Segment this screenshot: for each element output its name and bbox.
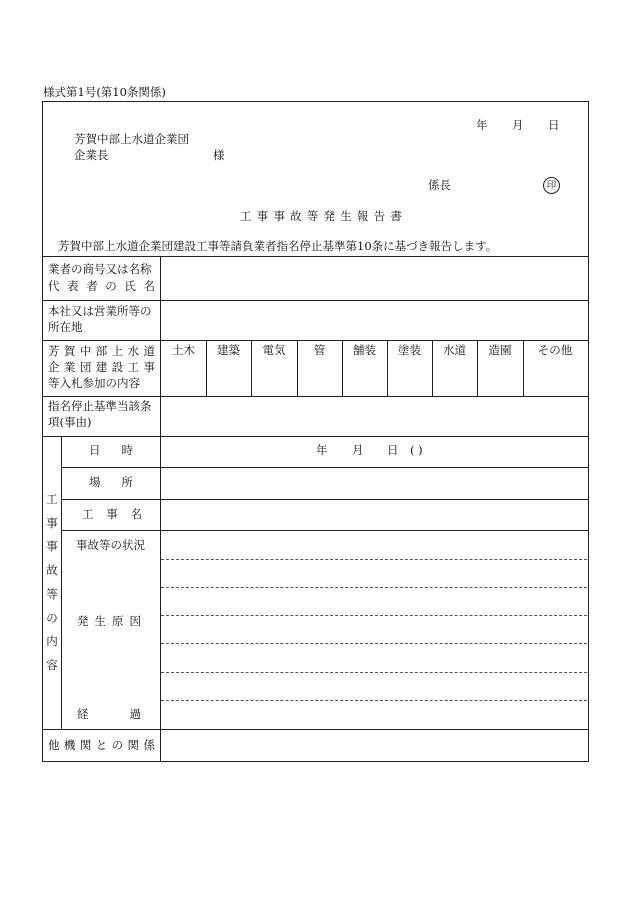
rule xyxy=(61,467,588,468)
document-title: 工事事故等発生報告書 xyxy=(240,209,407,223)
work-name-label: 工 事 名 xyxy=(82,507,142,521)
datetime-weekday: ( ) xyxy=(410,443,423,457)
datetime-month: 月 xyxy=(352,443,364,457)
office-label-1: 本社又は営業所等の xyxy=(48,304,152,318)
writing-line xyxy=(161,643,587,644)
place-label: 場 所 xyxy=(89,475,133,489)
addressee-honorific: 様 xyxy=(213,148,225,162)
incident-group-label: 工 事 事 故 等 の 内 容 xyxy=(46,492,58,672)
bid-label-3: 等入札参加の内容 xyxy=(48,376,140,390)
category-other: その他 xyxy=(537,343,573,357)
progress-label: 経 過 xyxy=(77,707,141,721)
rule xyxy=(42,256,588,257)
office-label-2: 所在地 xyxy=(48,320,83,334)
rule xyxy=(42,340,588,341)
rule xyxy=(42,300,588,301)
reporter-title: 係長 xyxy=(428,178,451,192)
form-number: 様式第1号(第10条関係) xyxy=(43,85,166,99)
situation-label: 事故等の状況 xyxy=(76,538,145,552)
date-day: 日 xyxy=(548,118,560,132)
category-electric: 電気 xyxy=(262,343,286,357)
rule xyxy=(61,530,588,531)
cause-label: 発 生 原 因 xyxy=(77,614,141,628)
datetime-year: 年 xyxy=(316,443,328,457)
other-agency-label: 他 機 関 と の 関 係 xyxy=(48,738,155,752)
category-paving: 舗装 xyxy=(353,343,376,357)
seal-mark: 印 xyxy=(543,177,560,194)
writing-line xyxy=(161,672,587,673)
date-year: 年 xyxy=(476,118,488,132)
writing-line xyxy=(161,615,587,616)
rule xyxy=(61,499,588,500)
datetime-day: 日 xyxy=(387,443,399,457)
category-building: 建築 xyxy=(217,343,240,357)
label-column-divider xyxy=(160,256,161,761)
writing-line xyxy=(161,700,587,701)
date-month: 月 xyxy=(512,118,524,132)
writing-line xyxy=(161,587,587,588)
basis-label-1: 指名停止基準当該条 xyxy=(48,399,152,413)
addressee-org: 芳賀中部上水道企業団 xyxy=(74,132,189,146)
datetime-label: 日 時 xyxy=(89,443,133,457)
representative-label: 代 表 者 の 氏 名 xyxy=(48,279,155,293)
rule xyxy=(42,436,588,437)
category-pipe: 管 xyxy=(313,343,326,357)
report-form-frame xyxy=(42,101,589,762)
rule xyxy=(42,396,588,397)
category-civil: 土木 xyxy=(172,343,195,357)
rule xyxy=(42,729,588,730)
category-painting: 塗装 xyxy=(398,343,421,357)
report-intro: 芳賀中部上水道企業団建設工事等請負業者指名停止基準第10条に基づき報告します。 xyxy=(58,239,498,253)
bid-label-1: 芳 賀 中 部 上 水 道 xyxy=(48,344,155,358)
bid-label-2: 企 業 団 建 設 工 事 xyxy=(48,360,155,374)
company-name-label: 業者の商号又は名称 xyxy=(48,262,152,276)
category-waterworks: 水道 xyxy=(443,343,466,357)
group-column-divider xyxy=(61,436,62,729)
writing-line xyxy=(161,559,587,560)
addressee-title: 企業長 xyxy=(74,148,109,162)
category-landscaping: 造園 xyxy=(488,343,512,357)
basis-label-2: 項(事由) xyxy=(48,415,92,429)
